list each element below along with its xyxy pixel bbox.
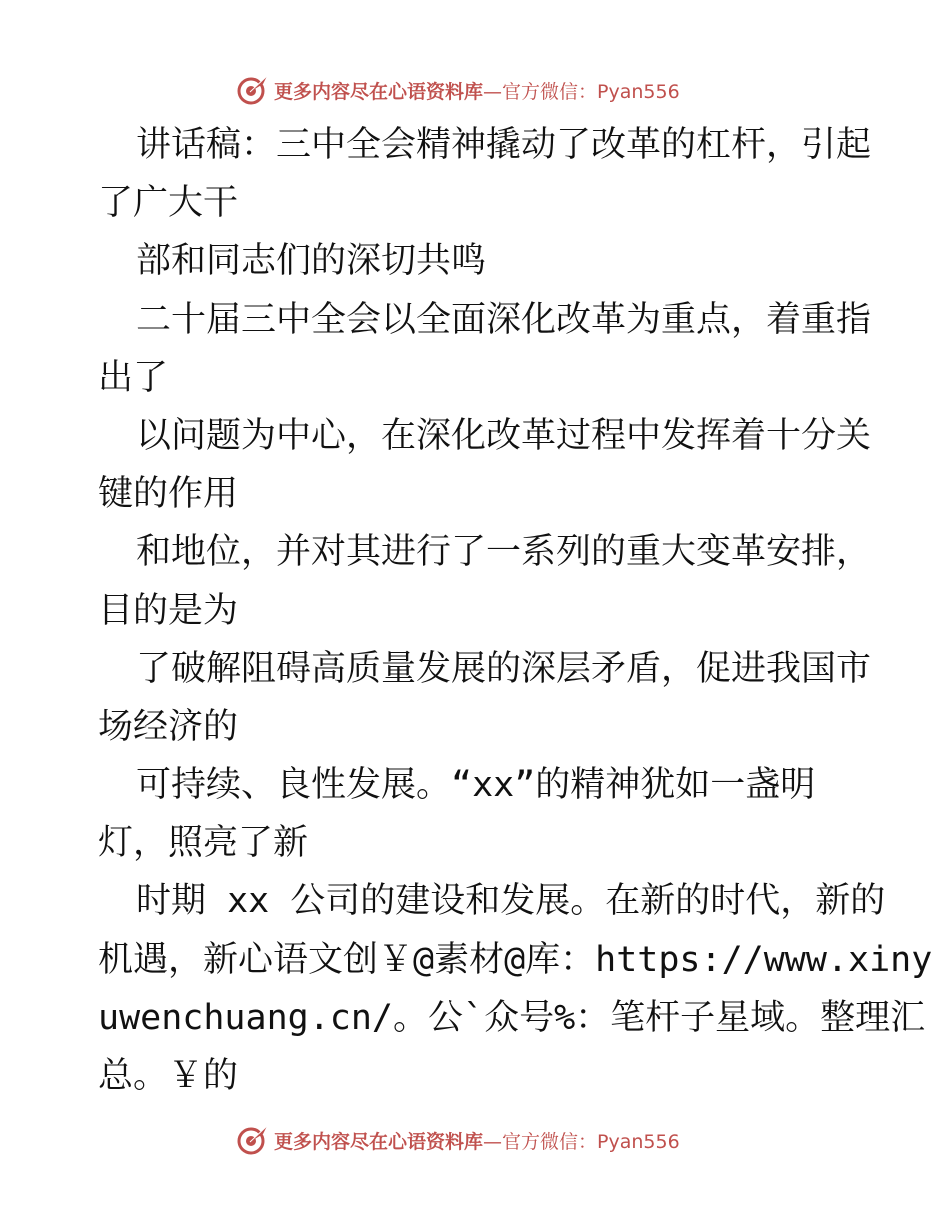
text-line: 了广大干 [98, 183, 239, 224]
text-line: 机遇，新心语文创￥@素材@库：https://www.xiny [98, 939, 933, 980]
text-line: 讲话稿：三中全会精神撬动了改革的杠杆，引起 [136, 125, 872, 165]
banner-contact: —官方微信：Pyan556 [483, 1130, 680, 1153]
quill-logo-icon [236, 1123, 270, 1157]
footer-banner [236, 1122, 680, 1158]
speech-body [98, 116, 933, 1105]
text-line: 目的是为 [98, 590, 239, 631]
text-line: 可持续、良性发展。“xx”的精神犹如一盏明 [136, 765, 816, 806]
text-line: 键的作用 [98, 474, 239, 515]
text-line: 和地位，并对其进行了一系列的重大变革安排， [136, 532, 872, 573]
text-line: 部和同志们的深切共鸣 [136, 241, 487, 282]
text-line: 了破解阻碍高质量发展的深层矛盾，促进我国市 [136, 648, 872, 689]
quill-logo-icon [236, 73, 270, 107]
text-line: 场经济的 [98, 706, 239, 747]
banner-contact: —官方微信：Pyan556 [483, 80, 680, 103]
text-line: uwenchuang.cn/。公`众号%：笔杆子星域。整理汇 [98, 997, 926, 1038]
banner-title: 更多内容尽在心语资料库 [274, 1130, 484, 1153]
text-line: 总。￥的 [98, 1056, 239, 1096]
text-line: 以问题为中心，在深化改革过程中发挥着十分关 [136, 415, 872, 456]
text-line: 出了 [98, 357, 169, 398]
banner-title: 更多内容尽在心语资料库 [274, 80, 484, 103]
text-line: 灯，照亮了新 [98, 823, 309, 864]
text-line: 二十届三中全会以全面深化改革为重点，着重指 [136, 299, 872, 340]
text-line: 时期 xx 公司的建设和发展。在新的时代，新的 [136, 881, 886, 922]
header-banner [236, 72, 680, 108]
